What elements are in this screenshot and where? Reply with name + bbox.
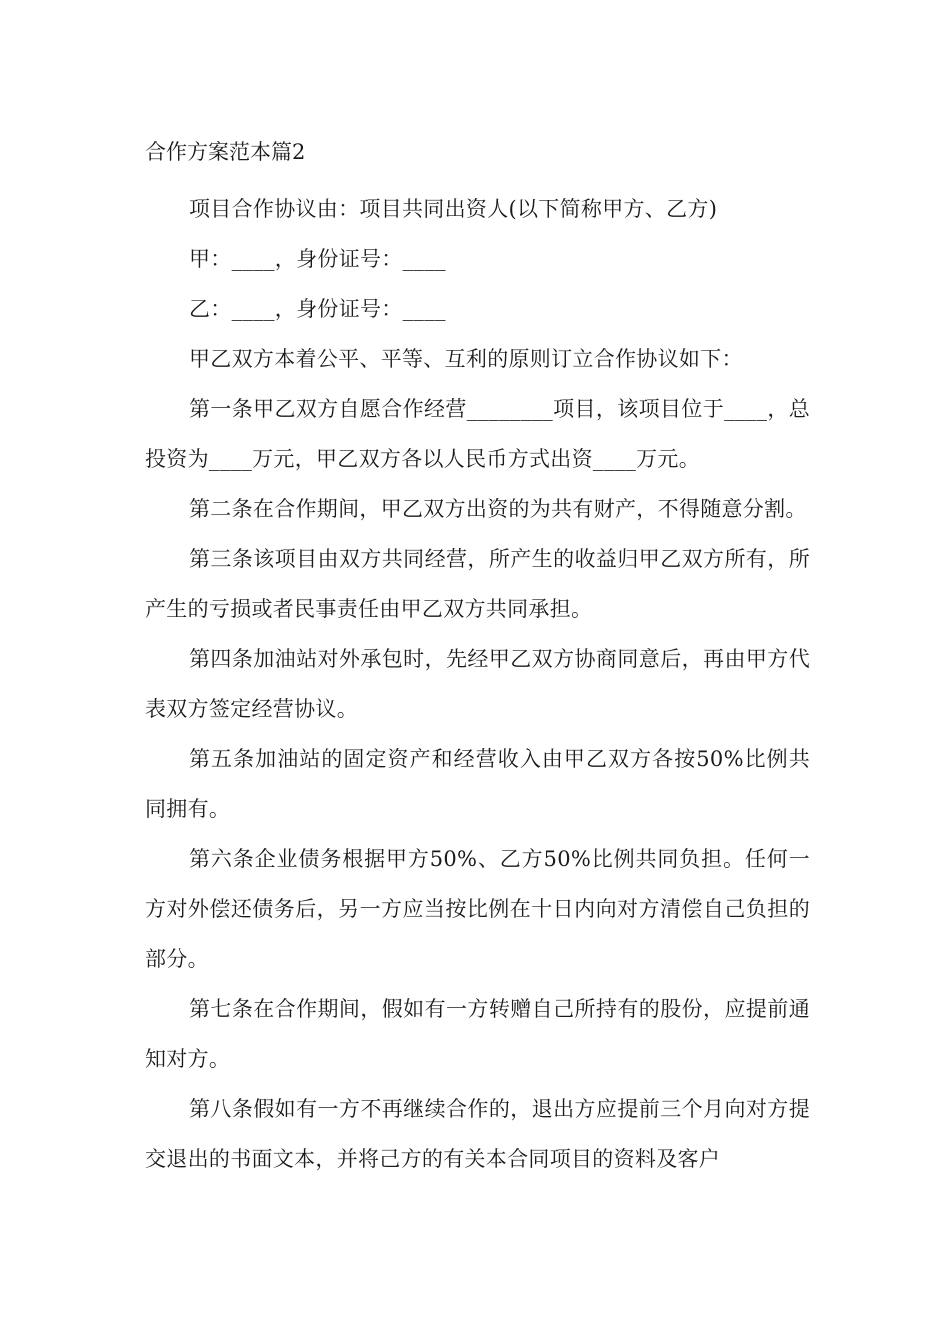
paragraph-article-5: 第五条加油站的固定资产和经营收入由甲乙双方各按50%比例共同拥有。 (145, 747, 810, 821)
paragraph-party-b: 乙：____，身份证号：____ (189, 297, 446, 321)
paragraph-intro: 项目合作协议由：项目共同出资人(以下简称甲方、乙方) (189, 197, 718, 221)
document-title: 合作方案范本篇2 (145, 140, 306, 164)
paragraph-article-1: 第一条甲乙双方自愿合作经营________项目，该项目位于____，总投资为____万元，甲乙双方各以人民币方式出资____万元。 (145, 397, 810, 471)
paragraph-principle: 甲乙双方本着公平、平等、互利的原则订立合作协议如下： (189, 347, 743, 371)
document-page (145, 134, 810, 1184)
paragraph-article-4: 第四条加油站对外承包时，先经甲乙双方协商同意后，再由甲方代表双方签定经营协议。 (145, 647, 810, 721)
paragraph-article-8: 第八条假如有一方不再继续合作的，退出方应提前三个月向对方提交退出的书面文本，并将己方的有关本合同项目的资料及客户 (145, 1097, 810, 1171)
paragraph-party-a: 甲：____，身份证号：____ (189, 247, 446, 271)
paragraph-article-6: 第六条企业债务根据甲方50%、乙方50%比例共同负担。任何一方对外偿还债务后，另一方应当按比例在十日内向对方清偿自己负担的部分。 (145, 847, 810, 971)
paragraph-article-3: 第三条该项目由双方共同经营，所产生的收益归甲乙双方所有，所产生的亏损或者民事责任由甲乙双方共同承担。 (145, 547, 810, 621)
paragraph-article-2: 第二条在合作期间，甲乙双方出资的为共有财产，不得随意分割。 (189, 497, 807, 521)
paragraph-article-7: 第七条在合作期间，假如有一方转赠自己所持有的股份，应提前通知对方。 (145, 997, 810, 1071)
